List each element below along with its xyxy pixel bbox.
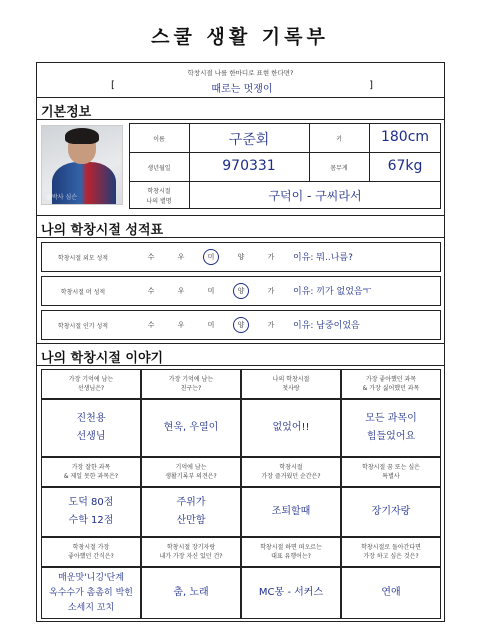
- story-answer-line: 없었어!!: [272, 422, 310, 433]
- story-answer-line: 진천용: [76, 413, 106, 424]
- bracket-right: ]: [369, 80, 373, 91]
- story-question-line: 특별사: [382, 473, 400, 480]
- grade-option: 우: [177, 253, 185, 261]
- divider: [37, 237, 444, 238]
- divider: [129, 181, 441, 182]
- story-answer-line: 힘들었어요: [366, 431, 416, 442]
- story-question-line: 기억에 남는: [175, 464, 207, 471]
- story-answer: [141, 494, 241, 530]
- story-answer: [341, 410, 441, 446]
- story-question-line: 학창시절 하면 떠오르는: [260, 544, 322, 551]
- story-answer: [241, 419, 341, 437]
- grade-row-label: 학창시절 머 성적: [60, 289, 106, 296]
- grade-row-label: 학창시절 인기 성적: [57, 323, 109, 330]
- story-question: [341, 543, 441, 561]
- grade-option: 수: [147, 253, 155, 261]
- story-answer-line: 도덕 80점: [68, 497, 114, 508]
- story-question-line: & 제일 못한 과목은?: [63, 473, 119, 480]
- birth-value: 970331: [222, 158, 276, 174]
- basic-info-heading: 기본정보: [41, 105, 92, 120]
- story-answer-line: 장기자랑: [371, 506, 411, 517]
- grade-option: 미: [207, 253, 215, 261]
- story-question-line: 가장 기억에 남는: [68, 376, 114, 383]
- story-answer: [241, 503, 341, 521]
- story-answer-line: 주위가: [176, 497, 206, 508]
- story-answer: [341, 503, 441, 521]
- height-value: 180cm: [380, 129, 430, 145]
- story-answer: [141, 419, 241, 437]
- story-question-line: 첫사랑: [282, 385, 300, 392]
- grade-option: 우: [177, 321, 185, 329]
- grade-option: 가: [267, 287, 275, 295]
- page-title: 스쿨 생활 기록부: [151, 26, 329, 48]
- bracket-left: [: [111, 80, 115, 91]
- name-value: 구준회: [228, 132, 270, 148]
- story-answer: [241, 584, 341, 602]
- grade-reason: 이유: 뭐..나름?: [293, 253, 353, 263]
- story-question-line: 가장 하고 싶은 것은?: [363, 553, 419, 560]
- story-question-line: 가장 즐거웠던 순간은?: [261, 473, 321, 480]
- story-answer-line: 옥수수가 촘촘히 박힌: [49, 587, 133, 598]
- intro-question: 학창시절 나를 한마디로 표현 한다면?: [187, 69, 294, 77]
- story-answer-line: 선생님: [76, 431, 106, 442]
- story-question-line: 가장 좋아했던 과목: [365, 376, 417, 383]
- story-question-line: 학창시절 꿈 또는 싶은: [362, 464, 420, 471]
- divider: [37, 365, 444, 366]
- story-question-line: 친구는?: [180, 385, 202, 392]
- story-answer-line: 조퇴할때: [271, 506, 311, 517]
- story-question: [41, 463, 141, 481]
- story-answer-line: 춤, 노래: [173, 587, 209, 598]
- story-question-line: 대표 유행어는?: [271, 553, 311, 560]
- divider: [37, 119, 444, 120]
- grade-option: 우: [177, 287, 185, 295]
- story-question-line: 내가 가장 자신 있던 건?: [159, 553, 223, 560]
- photo-watermark: @박사 심슨: [46, 194, 78, 201]
- story-answer: [41, 410, 141, 446]
- story-question-line: 가장 기억에 남는: [168, 376, 214, 383]
- story-question: [241, 375, 341, 393]
- name-label: 이름: [153, 136, 165, 143]
- story-question: [41, 543, 141, 561]
- weight-label: 몸무게: [330, 165, 348, 172]
- grade-option: 수: [147, 287, 155, 295]
- story-question: [41, 375, 141, 393]
- story-heading: 나의 학창시절 이야기: [41, 351, 164, 366]
- story-question-line: 가장 잘한 과목: [71, 464, 111, 471]
- nickname-label-2: 나의 별명: [146, 198, 172, 205]
- grade-option: 양: [237, 321, 245, 329]
- nickname-value: 구덕이 - 구씨라서: [268, 189, 362, 203]
- grade-reason: 이유: 끼가 없었음ㅜ: [293, 287, 372, 297]
- story-answer: [41, 571, 141, 616]
- story-question: [141, 463, 241, 481]
- story-question-line: 학창시절: [279, 464, 303, 471]
- divider: [37, 215, 444, 216]
- story-question-line: 나의 학창시절: [272, 376, 310, 383]
- story-question-line: 생활기록부 의견은?: [165, 473, 217, 480]
- grade-option: 수: [147, 321, 155, 329]
- story-answer: [341, 584, 441, 602]
- story-question: [141, 375, 241, 393]
- weight-value: 67kg: [387, 158, 423, 174]
- photo-hair: [65, 128, 99, 144]
- story-answer-line: 수학 12점: [68, 515, 114, 526]
- story-answer-line: MC몽 - 서커스: [258, 587, 324, 598]
- story-question: [341, 463, 441, 481]
- height-label: 키: [336, 136, 342, 143]
- story-question: [341, 375, 441, 393]
- grade-row-label: 학창시절 외모 성적: [57, 255, 109, 262]
- story-answer: [41, 494, 141, 530]
- divider: [129, 152, 441, 153]
- story-question: [241, 543, 341, 561]
- story-question-line: 학창시절 가장: [72, 544, 110, 551]
- story-answer-line: 산만함: [176, 515, 206, 526]
- nickname-label-1: 학창시절: [147, 188, 171, 195]
- grade-option: 미: [207, 321, 215, 329]
- story-answer-line: 연애: [381, 587, 401, 598]
- story-answer-line: 현욱, 우열이: [163, 422, 219, 433]
- story-question-line: 좋아했던 간식은?: [68, 553, 114, 560]
- divider: [37, 97, 444, 98]
- story-answer-line: 소세지 꼬치: [67, 602, 115, 613]
- story-question-line: 선생님은?: [77, 385, 105, 392]
- story-answer: [141, 584, 241, 602]
- grade-option: 양: [237, 287, 245, 295]
- grades-heading: 나의 학창시절 성적표: [41, 223, 164, 238]
- divider: [37, 343, 444, 344]
- story-answer-line: 매운맛'니깅'단계: [58, 572, 124, 583]
- grade-option: 가: [267, 321, 275, 329]
- story-question: [141, 543, 241, 561]
- divider: [309, 123, 310, 181]
- profile-photo: [41, 125, 123, 205]
- record-form: [36, 62, 445, 622]
- story-question: [241, 463, 341, 481]
- story-answer-line: 모든 과목이: [365, 413, 417, 424]
- grade-reason: 이유: 남중이었음: [293, 321, 360, 331]
- story-question-line: 학창시절로 돌아간다면: [361, 544, 421, 551]
- birth-label: 생년월일: [147, 165, 171, 172]
- grade-option: 양: [237, 253, 245, 261]
- grade-option: 가: [267, 253, 275, 261]
- grade-option: 미: [207, 287, 215, 295]
- intro-answer: 때로는 멋쟁이: [211, 84, 273, 95]
- story-question-line: & 가장 싫어했던 과목: [362, 385, 420, 392]
- story-question-line: 학창시절 장기자랑: [166, 544, 216, 551]
